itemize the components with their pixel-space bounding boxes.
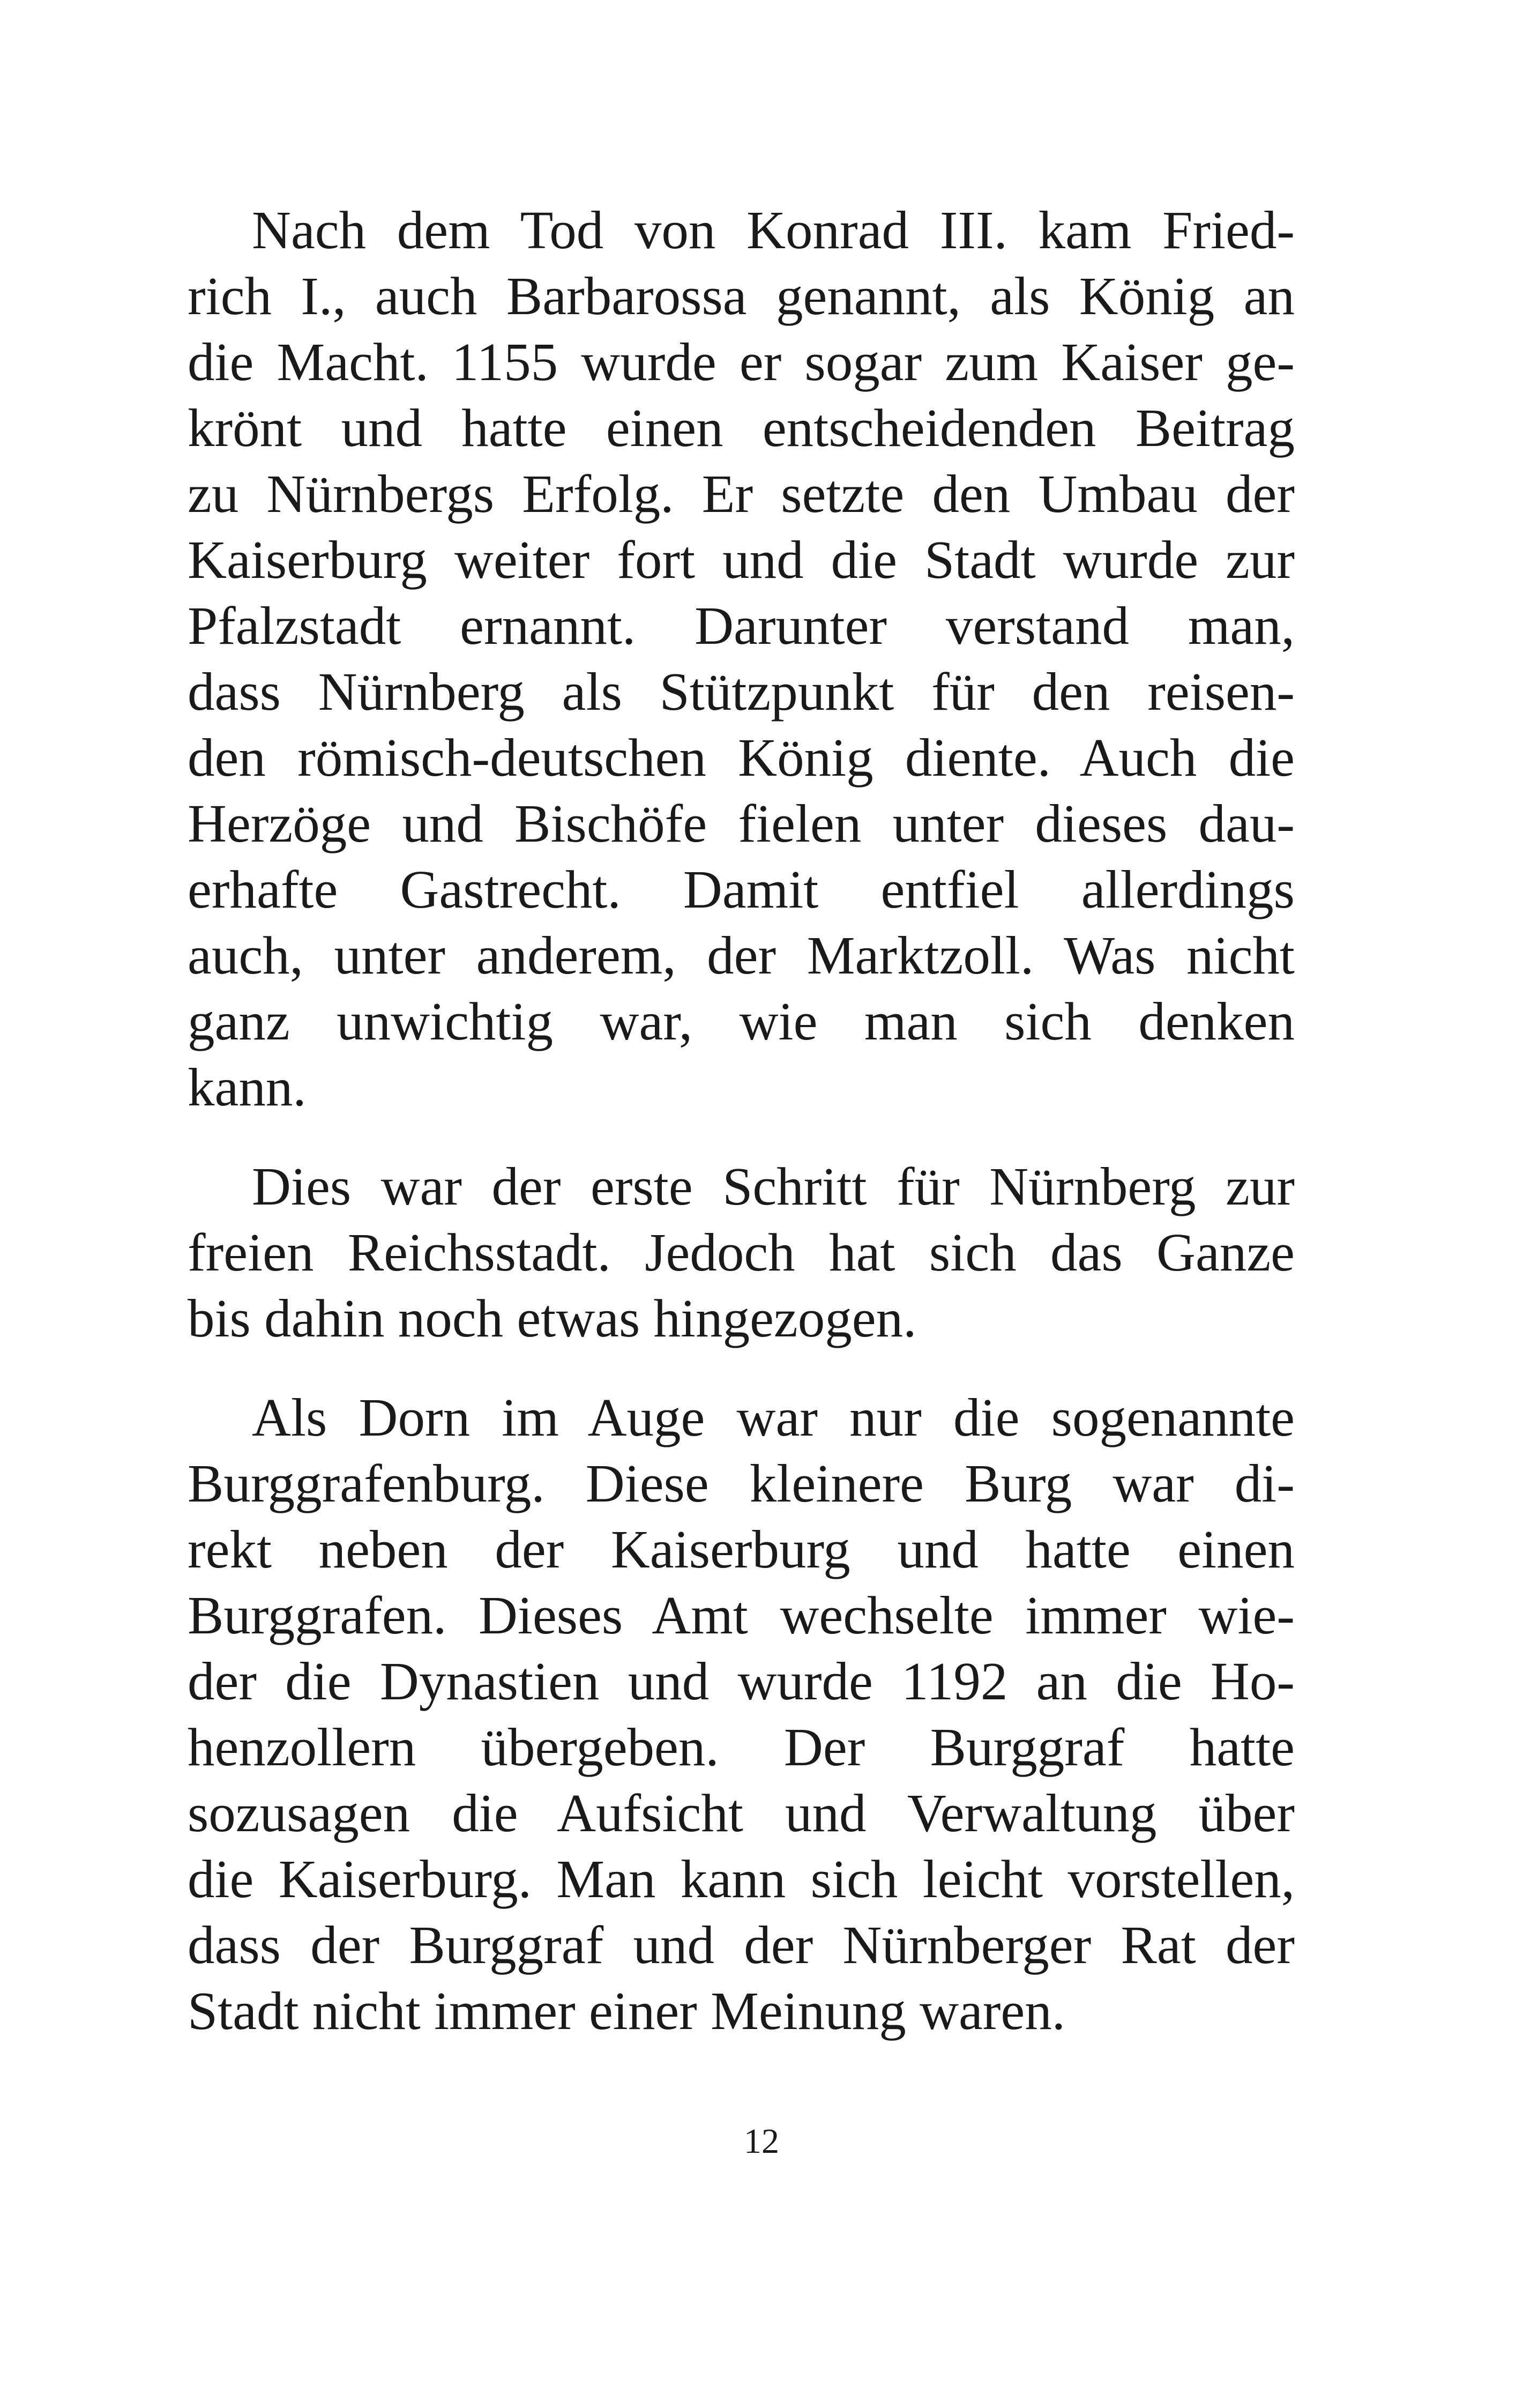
paragraph-gap [188,1351,1295,1385]
paragraph-2-line-1: Dies war der erste Schritt für Nürnberg zur [252,1156,1295,1216]
paragraph-2-line-2: freien Reichsstadt. Jedoch hat sich das Ganze [188,1222,1295,1282]
paragraph-3-line-6: henzollern übergeben. Der Burggraf hatte [188,1717,1295,1777]
paragraph-1-line-1: Nach dem Tod von Konrad III. kam Fried- [252,200,1295,260]
paragraph-gap [188,1120,1295,1154]
paragraph-1-line-12: auch, unter anderem, der Marktzoll. Was nicht [188,925,1295,985]
paragraph-1-line-11: erhafte Gastrecht. Damit entfiel allerdings [188,859,1295,919]
paragraph-1-line-2: rich I., auch Barbarossa genannt, als König an [188,266,1295,326]
paragraph-1-line-5: zu Nürnbergs Erfolg. Er setzte den Umbau der [188,464,1295,524]
paragraph-3-line-9: dass der Burggraf und der Nürnberger Rat der [188,1915,1295,1975]
paragraph-1-line-10: Herzöge und Bischöfe fielen unter dieses dau- [188,793,1295,853]
paragraph-3-line-3: rekt neben der Kaiserburg und hatte einen [188,1519,1295,1579]
paragraph-1-line-9: den römisch-deutschen König diente. Auch die [188,727,1295,787]
paragraph-1-line-8: dass Nürnberg als Stützpunkt für den reisen- [188,662,1295,722]
paragraph-3-line-7: sozusagen die Aufsicht und Verwaltung über [188,1783,1295,1843]
paragraph-1-line-3: die Macht. 1155 wurde er sogar zum Kaiser ge- [188,332,1295,392]
paragraph-1-line-7: Pfalzstadt ernannt. Darunter verstand man, [188,596,1295,656]
paragraph-1-line-6: Kaiserburg weiter fort und die Stadt wurde zur [188,530,1295,590]
paragraph-1-line-4: krönt und hatte einen entscheidenden Beitrag [188,398,1295,458]
paragraph-2-line-3: bis dahin noch etwas hingezogen. [188,1288,917,1348]
paragraph-3-line-2: Burggrafenburg. Diese kleinere Burg war di- [188,1453,1295,1513]
paragraph-3-line-4: Burggrafen. Dieses Amt wechselte immer wie- [188,1585,1295,1645]
paragraph-3-line-10: Stadt nicht immer einer Meinung waren. [188,1981,1065,2041]
paragraph-1-line-13: ganz unwichtig war, wie man sich denken [188,991,1295,1051]
paragraph-3-line-5: der die Dynastien und wurde 1192 an die Ho- [188,1651,1295,1711]
page-number: 12 [744,2122,779,2161]
paragraph-3-line-1: Als Dorn im Auge war nur die sogenannte [252,1387,1295,1447]
body-text [188,197,1295,2044]
paragraph-3-line-8: die Kaiserburg. Man kann sich leicht vorstellen, [188,1849,1295,1909]
paragraph-1-line-14: kann. [188,1057,307,1117]
